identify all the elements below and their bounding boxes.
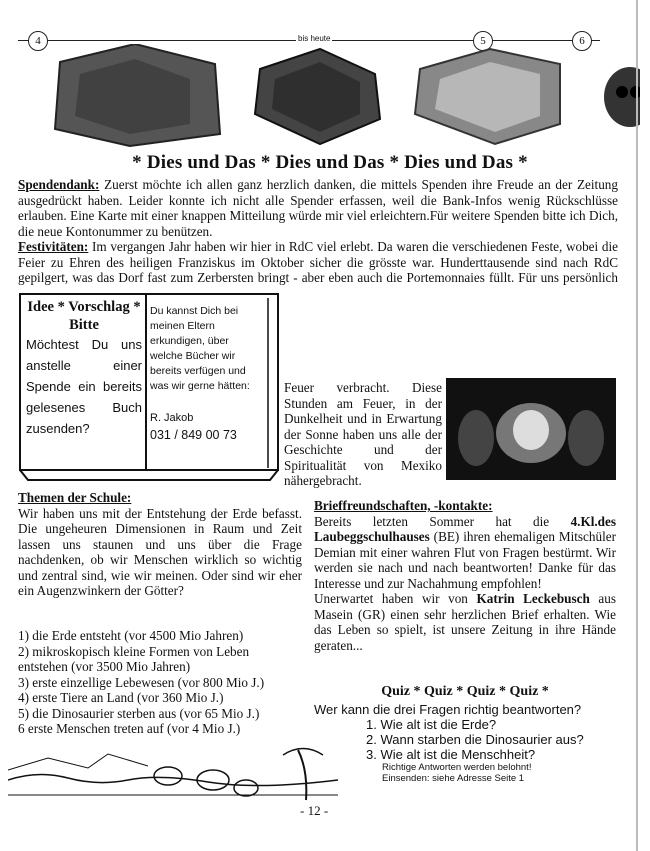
spendendank-section (18, 177, 618, 239)
book-box-contact-phone: 031 / 849 00 73 (150, 428, 237, 442)
timeline-marker-6: 6 (572, 31, 592, 51)
themen-section (18, 490, 302, 599)
quiz-question-1: 1. Wie alt ist die Erde? (366, 717, 497, 732)
fossil-images (40, 44, 600, 149)
list-item: 2) mikroskopisch kleine Formen von Leben entstehen (vor 3500 Mio Jahren) (18, 643, 250, 674)
brief-heading: Brieffreundschaften, -kontakte: (314, 498, 493, 513)
quiz-question-2: 2. Wann starben die Dinosaurier aus? (366, 732, 584, 747)
festivitaeten-section (18, 239, 618, 285)
list-item: 1) die Erde entsteht (vor 4500 Mio Jahren) (18, 628, 244, 643)
book-box-right-text: Du kannst Dich bei meinen Eltern erkundigen, über welche Bücher wir bereits verfügen und was wir gerne hätten: (150, 305, 250, 392)
list-item: 5) die Dinosaurier sterben aus (vor 65 Mio J.) (18, 705, 260, 721)
dinosaur-illustration (8, 740, 338, 802)
quiz-title: Quiz * Quiz * Quiz * Quiz * (381, 684, 549, 699)
festivitaeten-text-top: Im vergangen Jahr haben wir hier in RdC viel erlebt. Da waren die verschiedenen Feste, wobei die Feier zu Ehren des heiligen Franziskus im Oktober sicher die grösste war. Hunderttausende sind nach RdC gepilgert, was das Dorf fast zum Zerbersten bringt - aber eben auch die Portemonnaies füllt. Für uns persönlich (18, 239, 618, 285)
themen-heading: Themen der Schule: (18, 490, 132, 505)
quiz-note-1: Richtige Antworten werden belohnt! (382, 762, 532, 773)
quiz-notes (382, 762, 531, 784)
book-box-contact-name: R. Jakob (150, 412, 194, 424)
quiz-questions (366, 717, 584, 762)
fire-photo (446, 378, 616, 480)
skull-image (600, 62, 640, 132)
timeline-caption: bis heute (298, 34, 331, 43)
festivitaeten-column-text (284, 288, 616, 304)
brief-paragraph-2: Unerwartet haben wir von Katrin Leckebusch aus Masein (GR) einen sehr herzlichen Brief erhalten. Wie das Leben so spielt, ist unsere Zeitung in ihre Hände geraten... (314, 591, 616, 653)
themen-list (18, 628, 302, 737)
quiz-note-2: Einsenden: siehe Adresse Seite 1 (382, 773, 525, 784)
festivitaeten-heading: Festivitäten: (18, 239, 89, 254)
list-item: 4) erste Tiere an Land (vor 360 Mio J.) (18, 690, 224, 705)
page-edge (636, 0, 638, 851)
festivitaeten-text-bottom: Feuer verbracht. Diese Stunden am Feuer, in der Dunkelheit und in Erwartung der Sonne haben uns alle der Geschichte und der Spiritualität von Mexiko nähergebracht. (284, 380, 442, 488)
brief-section (314, 498, 616, 653)
book-box-left-text: Möchtest Du uns anstelle einer Spende ein bereits gelesenes Buch zusenden? (26, 337, 142, 436)
page-number: - 12 - (300, 803, 329, 818)
spendendank-heading: Spendendank: (18, 177, 100, 192)
timeline-marker-5: 5 (473, 31, 493, 51)
book-box-title: Idee * Vorschlag * Bitte (27, 299, 141, 333)
banner-title: * Dies und Das * Dies und Das * Dies und Das * (132, 152, 528, 173)
list-item: 3) erste einzellige Lebewesen (vor 800 Mio J.) (18, 674, 265, 690)
quiz-question-3: 3. Wie alt ist die Menschheit? (366, 747, 536, 762)
quiz-intro: Wer kann die drei Fragen richtig beantworten? (314, 702, 582, 717)
themen-text: Wir haben uns mit der Entstehung der Erde befasst. Die ungeheuren Dimensionen in Raum und Zeit lassen uns staunen und uns über die Frage nachdenken, ob wir Menschen wirklich so wichtig und zentral sind, wie wir meinen. Oder sind wir eher ein Augenzwinkern der Götter? (18, 505, 302, 598)
list-item: 6 erste Menschen treten auf (vor 4 Mio J.) (18, 721, 241, 736)
spendendank-text: Zuerst möchte ich allen ganz herzlich danken, die mittels Spenden ihre Freude an der Zeitung ausgedrückt haben. Leider konnte ich nicht alle Spender erfassen, weil die Bank-Infos wenig Rückschlüsse erlauben. Eine Karte mit einer knappen Mitteilung würde mir viel erleichtern.Für weitere Spenden bitte ich Dich, die neue Kontonummer zu benützen. (18, 177, 618, 239)
timeline-marker-4: 4 (28, 31, 48, 51)
brief-paragraph-1: Bereits letzten Sommer hat die 4.Kl.des Laubeggschulhauses (BE) ihren ehemaligen Mitschüler Demian mit einer wahren Flut von Fragen bestürmt. Wir werden sie nach und nach beantworten! Danke für das Interesse und zur Nachahmung empfohlen! (314, 513, 616, 591)
